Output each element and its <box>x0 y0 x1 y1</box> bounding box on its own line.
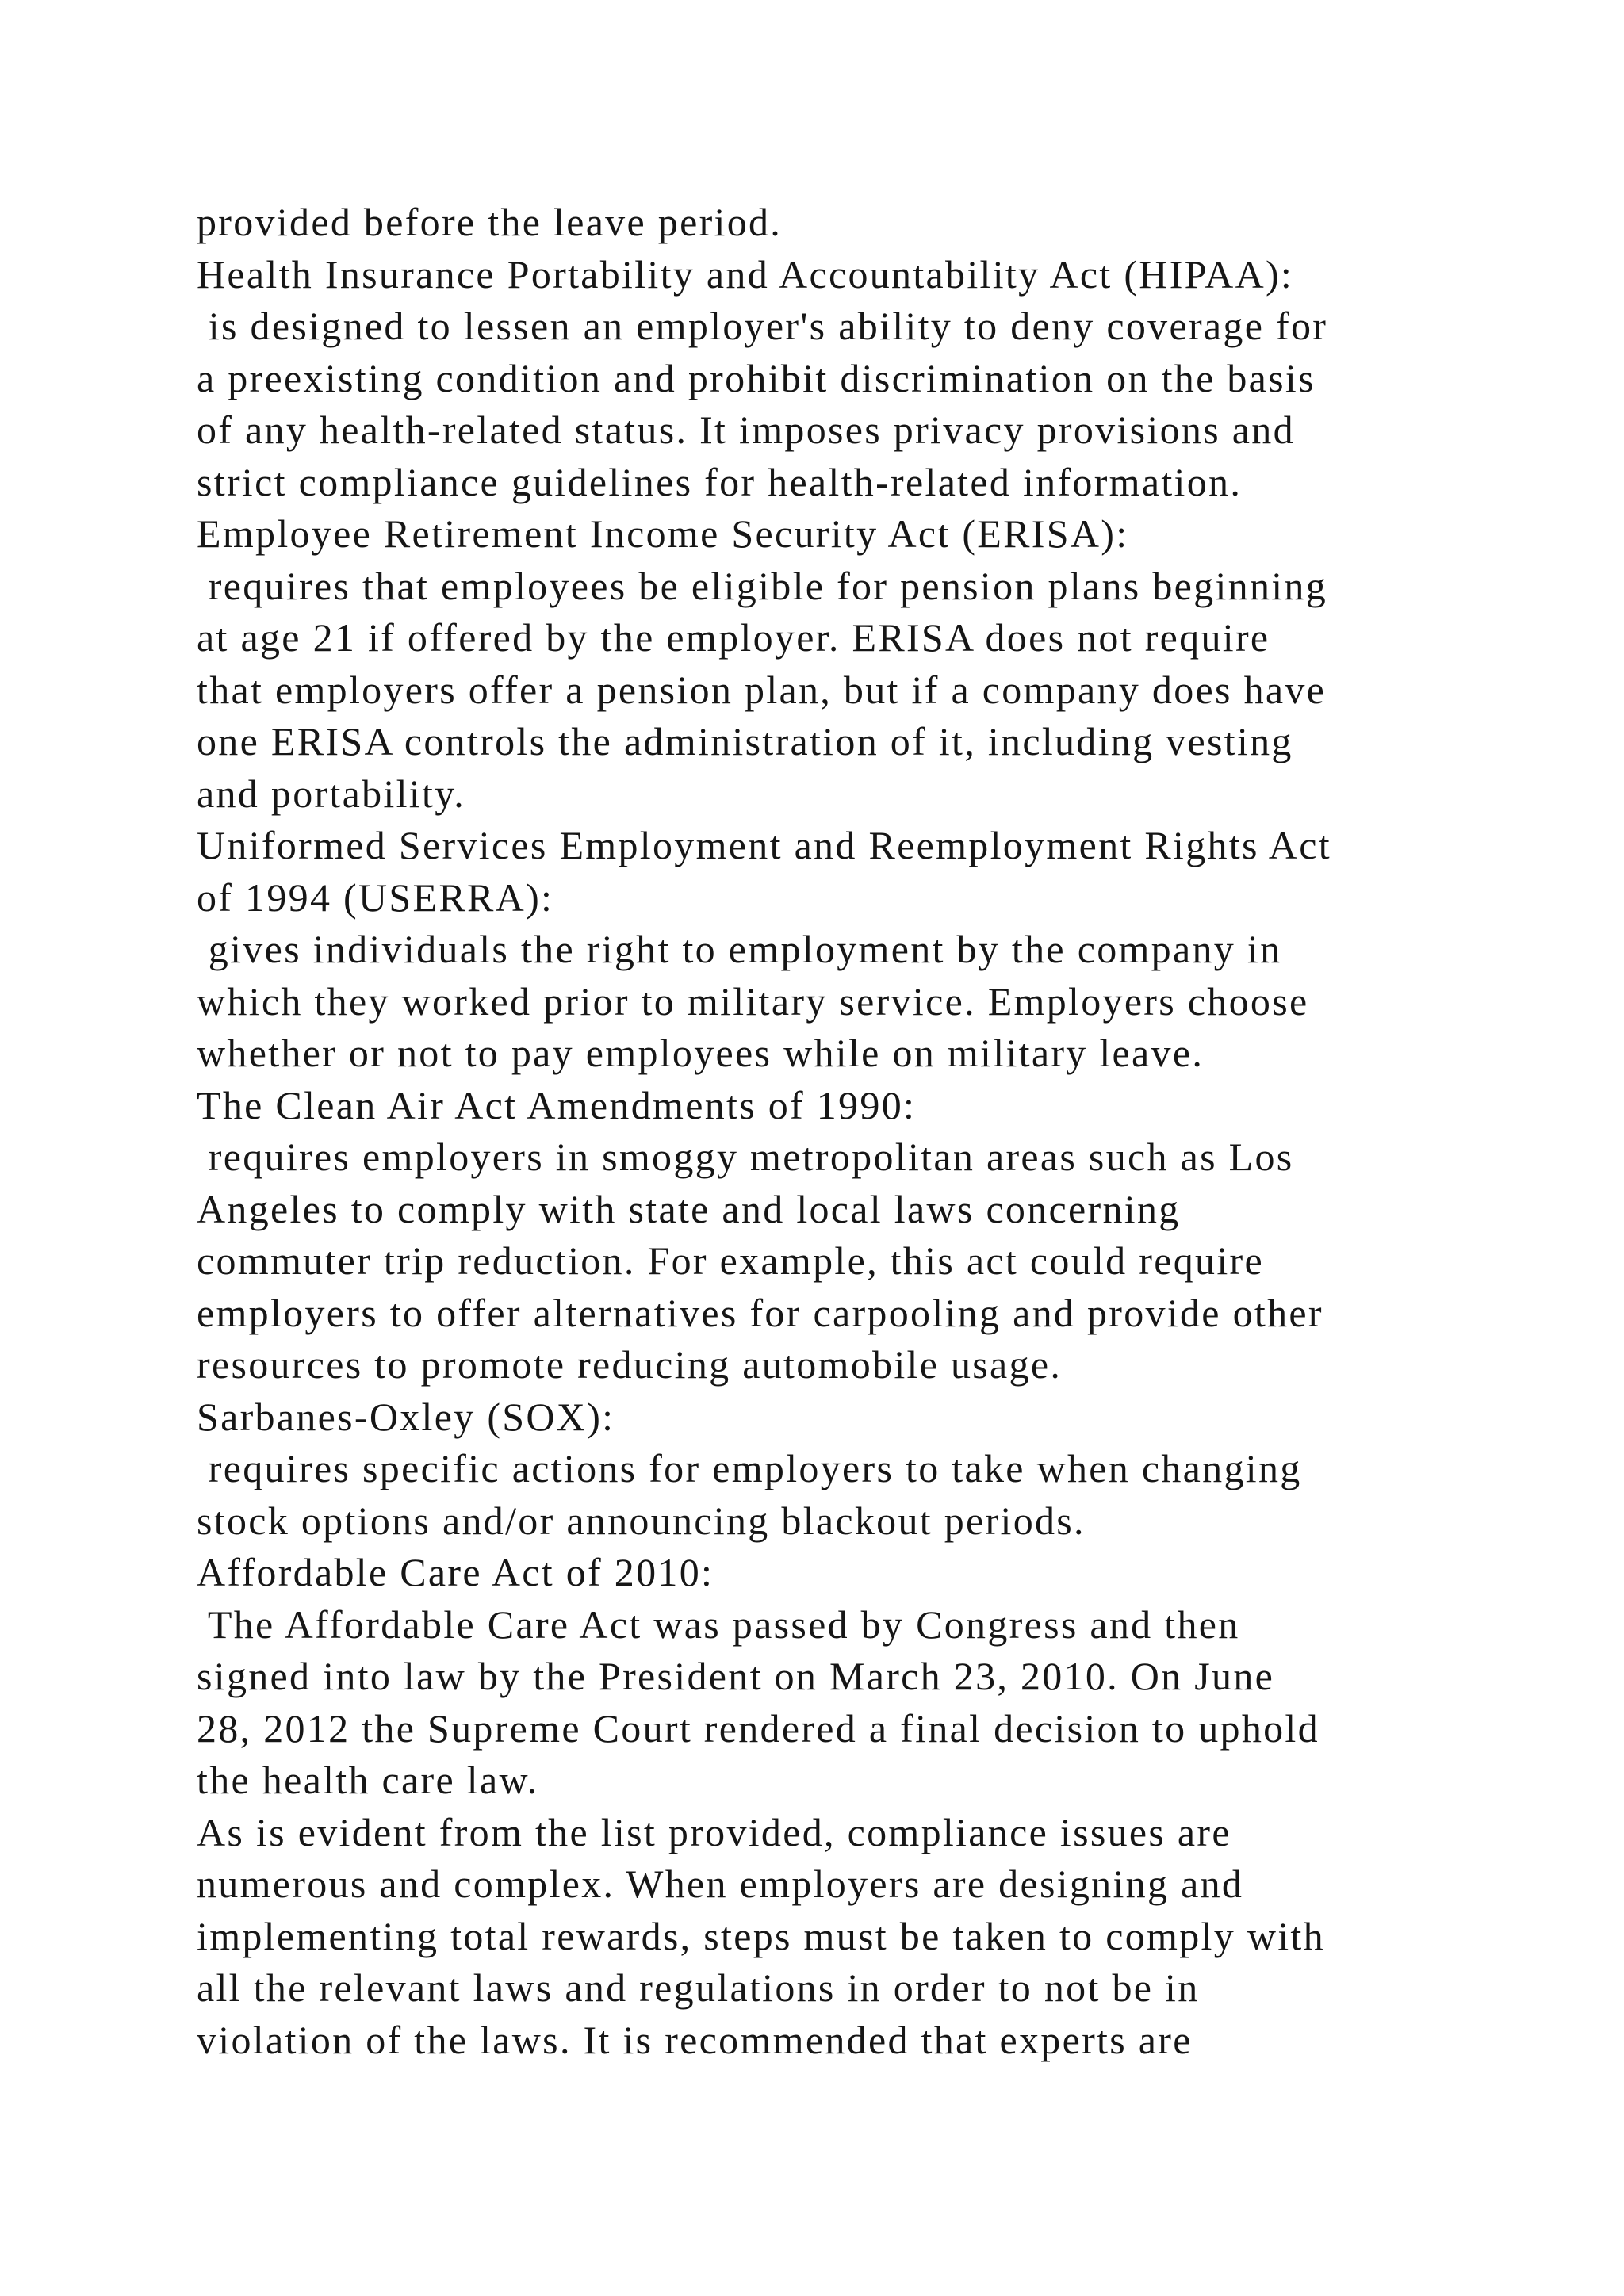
text-line: stock options and/or announcing blackout periods. <box>197 1498 1086 1543</box>
text-line: that employers offer a pension plan, but if a company does have <box>197 667 1327 712</box>
text-line: 28, 2012 the Supreme Court rendered a final decision to uphold <box>197 1705 1320 1751</box>
text-line: a preexisting condition and prohibit discrimination on the basis <box>197 355 1316 400</box>
text-line: As is evident from the list provided, compliance issues are <box>197 1809 1231 1854</box>
section-heading-userra-cont: of 1994 (USERRA): <box>197 874 554 920</box>
text-line: of any health-related status. It imposes privacy provisions and <box>197 408 1295 452</box>
text-line: and portability. <box>197 771 466 816</box>
section-heading-sox: Sarbanes-Oxley (SOX): <box>197 1394 615 1439</box>
section-heading-clean-air-act: The Clean Air Act Amendments of 1990: <box>197 1082 917 1127</box>
text-line: numerous and complex. When employers are designing and <box>197 1862 1244 1906</box>
document-body-text <box>197 197 1465 2066</box>
text-line: requires employers in smoggy metropolitan areas such as Los <box>197 1135 1294 1179</box>
text-line: the health care law. <box>197 1758 539 1802</box>
text-line: signed into law by the President on March 23, 2010. On June <box>197 1654 1275 1698</box>
section-heading-aca: Affordable Care Act of 2010: <box>197 1550 714 1594</box>
text-line: whether or not to pay employees while on military leave. <box>197 1031 1205 1075</box>
text-line: requires specific actions for employers to take when changing <box>197 1446 1302 1490</box>
text-line: violation of the laws. It is recommended that experts are <box>197 2017 1193 2062</box>
section-heading-hipaa: Health Insurance Portability and Accountability Act (HIPAA): <box>197 251 1294 297</box>
text-line: at age 21 if offered by the employer. ERISA does not require <box>197 615 1270 660</box>
text-line: The Affordable Care Act was passed by Congress and then <box>197 1601 1240 1647</box>
section-heading-erisa: Employee Retirement Income Security Act (ERISA): <box>197 511 1129 556</box>
text-line: all the relevant laws and regulations in order to not be in <box>197 1965 1200 2010</box>
section-heading-userra: Uniformed Services Employment and Reemployment Rights Act <box>197 823 1331 867</box>
text-line: is designed to lessen an employer's ability to deny coverage for <box>197 304 1328 348</box>
text-line: gives individuals the right to employment by the company in <box>197 927 1282 971</box>
text-line: which they worked prior to military service. Employers choose <box>197 978 1309 1024</box>
text-line: requires that employees be eligible for pension plans beginning <box>197 563 1328 608</box>
text-line: provided before the leave period. <box>197 200 783 244</box>
text-line: resources to promote reducing automobile usage. <box>197 1342 1063 1387</box>
text-line: implementing total rewards, steps must be taken to comply with <box>197 1913 1325 1958</box>
text-line: employers to offer alternatives for carpooling and provide other <box>197 1290 1323 1335</box>
text-line: Angeles to comply with state and local laws concerning <box>197 1186 1181 1231</box>
text-line: strict compliance guidelines for health-related information. <box>197 459 1243 504</box>
text-line: one ERISA controls the administration of it, including vesting <box>197 719 1293 763</box>
text-line: commuter trip reduction. For example, this act could require <box>197 1238 1264 1283</box>
